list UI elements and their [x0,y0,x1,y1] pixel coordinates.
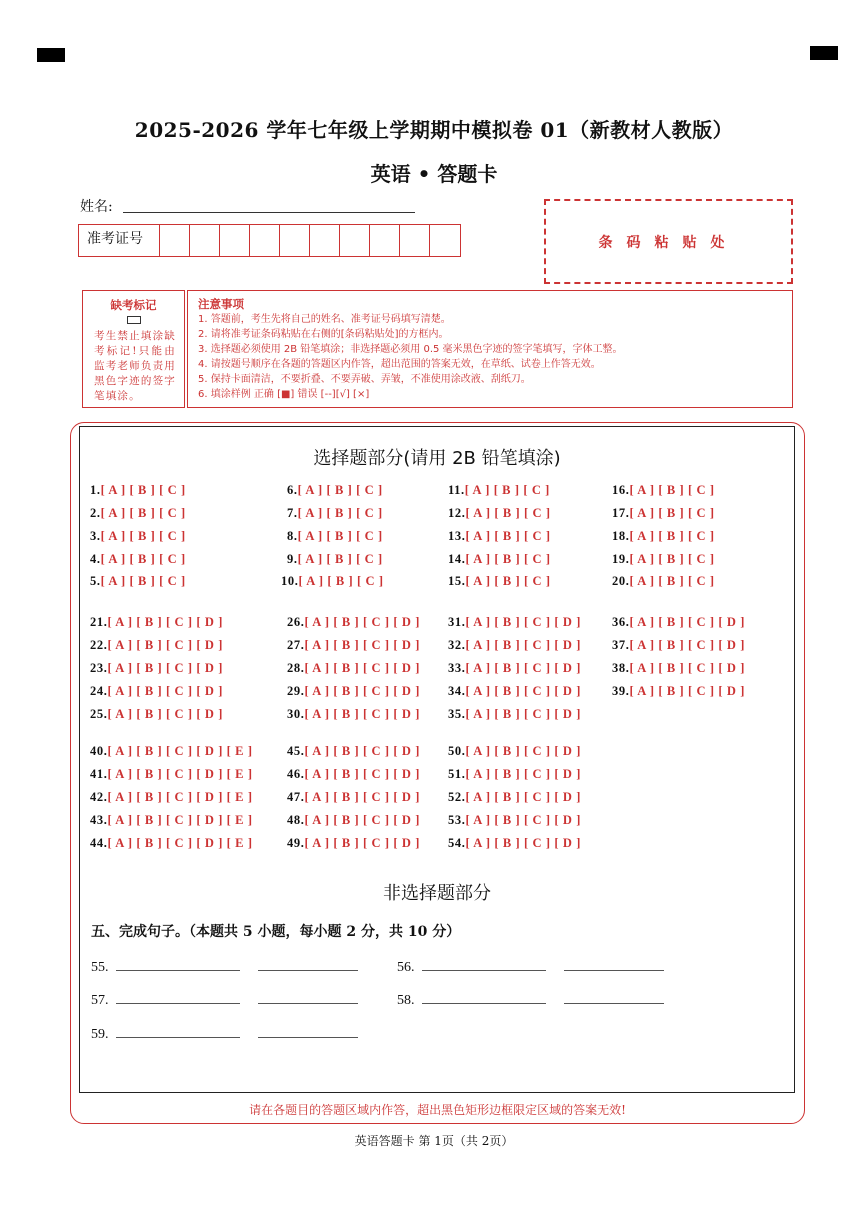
registration-mark-left [37,48,65,62]
exam-number-label: 准考证号 [79,225,160,256]
answer-56 [397,957,664,976]
page-footer: 英语答题卡 第 1页（共 2页） [354,1134,514,1148]
question-29[interactable]: 29.[ A ] [ B ] [ C ] [ D ] [287,684,420,698]
exam-number-box [78,224,461,257]
exam-number-cell[interactable] [280,225,310,256]
question-3[interactable]: 3.[ A ] [ B ] [ C ] [90,529,186,543]
answer-59-blank-2[interactable] [258,1024,358,1038]
question-40[interactable]: 40.[ A ] [ B ] [ C ] [ D ] [ E ] [90,744,253,758]
question-56-number: 56. [397,960,415,975]
question-22[interactable]: 22.[ A ] [ B ] [ C ] [ D ] [90,638,223,652]
question-12[interactable]: 12.[ A ] [ B ] [ C ] [448,506,551,520]
question-46[interactable]: 46.[ A ] [ B ] [ C ] [ D ] [287,767,420,781]
question-32[interactable]: 32.[ A ] [ B ] [ C ] [ D ] [448,638,581,652]
question-28[interactable]: 28.[ A ] [ B ] [ C ] [ D ] [287,661,420,675]
absent-mark-box [82,290,185,408]
question-5[interactable]: 5.[ A ] [ B ] [ C ] [90,574,186,588]
question-18[interactable]: 18.[ A ] [ B ] [ C ] [612,529,715,543]
exam-number-cell[interactable] [400,225,430,256]
answer-56-blank-2[interactable] [564,957,664,971]
notice-box [187,290,793,408]
notice-item: 4. 请按题号顺序在各题的答题区内作答，超出范围的答案无效，在草纸、试卷上作答无效。 [198,359,601,370]
question-26[interactable]: 26.[ A ] [ B ] [ C ] [ D ] [287,615,420,629]
question-38[interactable]: 38.[ A ] [ B ] [ C ] [ D ] [612,661,745,675]
question-50[interactable]: 50.[ A ] [ B ] [ C ] [ D ] [448,744,581,758]
question-48[interactable]: 48.[ A ] [ B ] [ C ] [ D ] [287,813,420,827]
question-54[interactable]: 54.[ A ] [ B ] [ C ] [ D ] [448,836,581,850]
answer-59-blank-1[interactable] [116,1024,240,1038]
question-16[interactable]: 16.[ A ] [ B ] [ C ] [612,483,715,497]
exam-number-cell[interactable] [160,225,190,256]
question-20[interactable]: 20.[ A ] [ B ] [ C ] [612,574,715,588]
mc-section-title: 选择题部分(请用 2B 铅笔填涂) [313,448,561,469]
question-34[interactable]: 34.[ A ] [ B ] [ C ] [ D ] [448,684,581,698]
question-24[interactable]: 24.[ A ] [ B ] [ C ] [ D ] [90,684,223,698]
answer-57-blank-1[interactable] [116,990,240,1004]
answer-59 [91,1024,358,1043]
question-17[interactable]: 17.[ A ] [ B ] [ C ] [612,506,715,520]
question-9[interactable]: 9.[ A ] [ B ] [ C ] [287,552,383,566]
absent-title: 缺考标记 [110,298,157,312]
question-44[interactable]: 44.[ A ] [ B ] [ C ] [ D ] [ E ] [90,836,253,850]
exam-number-cell[interactable] [370,225,400,256]
answer-58-blank-1[interactable] [422,990,546,1004]
non-choice-section-title: 非选择题部分 [383,883,491,904]
question-41[interactable]: 41.[ A ] [ B ] [ C ] [ D ] [ E ] [90,767,253,781]
question-1[interactable]: 1.[ A ] [ B ] [ C ] [90,483,186,497]
name-label: 姓名: [80,199,113,215]
question-55-number: 55. [91,960,109,975]
exam-number-cell[interactable] [340,225,370,256]
answer-56-blank-1[interactable] [422,957,546,971]
registration-mark-right [810,46,838,60]
question-7[interactable]: 7.[ A ] [ B ] [ C ] [287,506,383,520]
answer-55-blank-1[interactable] [116,957,240,971]
notice-item: 3. 选择题必须使用 2B 铅笔填涂；非选择题必须用 0.5 毫米黑色字迹的签字笔填写，字体工整。 [198,344,623,355]
question-23[interactable]: 23.[ A ] [ B ] [ C ] [ D ] [90,661,223,675]
question-52[interactable]: 52.[ A ] [ B ] [ C ] [ D ] [448,790,581,804]
absent-text: 考生禁止填涂缺考标记!只能由监考老师负责用黑色字迹的签字笔填涂。 [94,330,176,402]
notice-title: 注意事项 [198,297,244,311]
question-31[interactable]: 31.[ A ] [ B ] [ C ] [ D ] [448,615,581,629]
answer-58 [397,990,664,1009]
exam-number-cell[interactable] [310,225,340,256]
question-58-number: 58. [397,993,415,1008]
answer-57 [91,990,358,1009]
question-25[interactable]: 25.[ A ] [ B ] [ C ] [ D ] [90,707,223,721]
exam-number-cell[interactable] [220,225,250,256]
question-36[interactable]: 36.[ A ] [ B ] [ C ] [ D ] [612,615,745,629]
answer-area-warning: 请在各题目的答题区域内作答，超出黑色矩形边框限定区域的答案无效! [249,1103,626,1117]
question-49[interactable]: 49.[ A ] [ B ] [ C ] [ D ] [287,836,420,850]
notice-item: 1. 答题前，考生先将自己的姓名、准考证号码填写清楚。 [198,314,451,325]
question-51[interactable]: 51.[ A ] [ B ] [ C ] [ D ] [448,767,581,781]
answer-55-blank-2[interactable] [258,957,358,971]
question-2[interactable]: 2.[ A ] [ B ] [ C ] [90,506,186,520]
question-43[interactable]: 43.[ A ] [ B ] [ C ] [ D ] [ E ] [90,813,253,827]
notice-item: 5. 保持卡面清洁，不要折叠、不要弄破、弄皱，不准使用涂改液、刮纸刀。 [198,374,531,385]
question-14[interactable]: 14.[ A ] [ B ] [ C ] [448,552,551,566]
question-59-number: 59. [91,1027,109,1042]
exam-number-cell[interactable] [190,225,220,256]
exam-number-cell[interactable] [430,225,460,256]
answer-58-blank-2[interactable] [564,990,664,1004]
question-10[interactable]: 10.[ A ] [ B ] [ C ] [281,574,384,588]
answer-57-blank-2[interactable] [258,990,358,1004]
question-30[interactable]: 30.[ A ] [ B ] [ C ] [ D ] [287,707,420,721]
question-33[interactable]: 33.[ A ] [ B ] [ C ] [ D ] [448,661,581,675]
question-11[interactable]: 11.[ A ] [ B ] [ C ] [448,483,550,497]
question-45[interactable]: 45.[ A ] [ B ] [ C ] [ D ] [287,744,420,758]
absent-checkbox[interactable] [127,316,141,324]
question-35[interactable]: 35.[ A ] [ B ] [ C ] [ D ] [448,707,581,721]
page-title: 2025-2026 学年七年级上学期期中模拟卷 01（新教材人教版） [134,118,734,142]
question-21[interactable]: 21.[ A ] [ B ] [ C ] [ D ] [90,615,223,629]
question-39[interactable]: 39.[ A ] [ B ] [ C ] [ D ] [612,684,745,698]
notice-item: 6. 填涂样例 正确 [■] 错误 [--][√] [×] [198,389,370,400]
barcode-area [544,199,793,284]
question-53[interactable]: 53.[ A ] [ B ] [ C ] [ D ] [448,813,581,827]
question-27[interactable]: 27.[ A ] [ B ] [ C ] [ D ] [287,638,420,652]
question-6[interactable]: 6.[ A ] [ B ] [ C ] [287,483,383,497]
question-15[interactable]: 15.[ A ] [ B ] [ C ] [448,574,551,588]
section-5-heading: 五、完成句子。（本题共 5 小题，每小题 2 分，共 10 分） [91,924,461,940]
question-4[interactable]: 4.[ A ] [ B ] [ C ] [90,552,186,566]
answer-55 [91,957,358,976]
question-37[interactable]: 37.[ A ] [ B ] [ C ] [ D ] [612,638,745,652]
question-8[interactable]: 8.[ A ] [ B ] [ C ] [287,529,383,543]
question-13[interactable]: 13.[ A ] [ B ] [ C ] [448,529,551,543]
barcode-label: 条码粘贴处 [598,234,739,251]
question-47[interactable]: 47.[ A ] [ B ] [ C ] [ D ] [287,790,420,804]
name-field[interactable] [123,212,415,213]
question-57-number: 57. [91,993,109,1008]
question-19[interactable]: 19.[ A ] [ B ] [ C ] [612,552,715,566]
page-subtitle: 英语 • 答题卡 [370,162,498,186]
notice-item: 2. 请将准考证条码粘贴在右侧的[条码粘贴处]的方框内。 [198,329,449,340]
exam-number-cell[interactable] [250,225,280,256]
question-42[interactable]: 42.[ A ] [ B ] [ C ] [ D ] [ E ] [90,790,253,804]
